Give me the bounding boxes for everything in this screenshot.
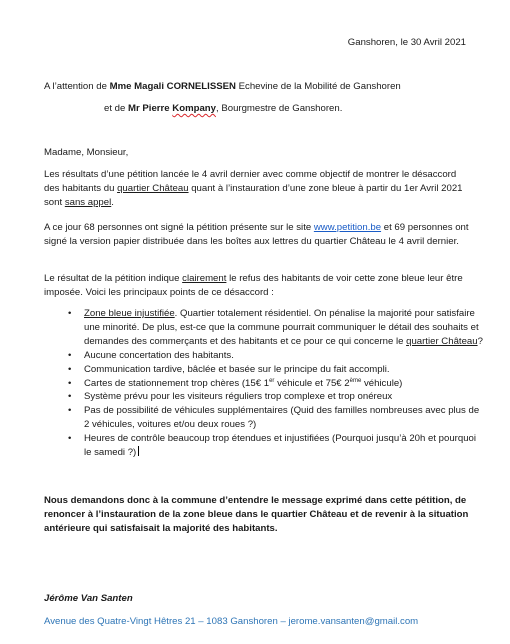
text-cursor — [138, 446, 139, 456]
recipient-role-1: Echevine de la Mobilité de Ganshoren — [235, 81, 401, 92]
spellcheck-word: Kompany — [172, 103, 216, 114]
footer-contact: Avenue des Quatre-Vingt Hêtres 21 – 1083 Ganshoren – jerome.vansanten@gmail.com — [44, 616, 419, 627]
paragraph-3: Le résultat de la pétition indique clairement le refus des habitants de voir cette zone bleue leur être imposée. Voici les principaux points de ce désaccord : — [44, 273, 463, 298]
paragraph-1: Les résultats d’une pétition lancée le 4 avril dernier avec comme objectif de montrer le désaccord des habitants du quartier Château quant à l’instauration d’une zone bleue à partir du 1er Avril 2021 sont sans appel. — [44, 169, 463, 208]
salutation: Madame, Monsieur, — [44, 147, 129, 158]
disagreement-list — [66, 307, 486, 460]
list-item: • Communication tardive, bâclée et basée sur le principe du fait accompli. — [66, 363, 486, 377]
paragraph-2: A ce jour 68 personnes ont signé la pétition présente sur le site www.petition.be et 69 personnes ont signé la version papier distribuée dans les boîtes aux lettres du quartier Château le 4 avril dernier. — [44, 222, 469, 247]
recipient-name-1: Mme Magali CORNELISSEN — [109, 81, 236, 92]
underlined-text: quartier Château — [117, 182, 189, 194]
closing-paragraph: Nous demandons donc à la commune d’entendre le message exprimé dans cette pétition, de renoncer à l’instauration de la zone bleue dans le quartier Château et de revenir à la situation antérieure qui satisfaisait la majorité des habitants. — [44, 495, 469, 534]
address-line-1 — [44, 80, 484, 94]
signer-name: Jérôme Van Santen — [44, 593, 133, 604]
recipient-role-2: , Bourgmestre de Ganshoren. — [216, 103, 343, 114]
list-item: • Pas de possibilité de véhicules supplémentaires (Quid des familles nombreuses avec plus de 2 véhicules, voitures et/ou deux roues ?) — [66, 404, 486, 432]
address-line-2 — [104, 102, 484, 116]
address-prefix-2: et de — [104, 103, 129, 114]
date-line: Ganshoren, le 30 Avril 2021 — [347, 37, 466, 48]
address-prefix: A l’attention de — [44, 81, 110, 92]
list-item: • Aucune concertation des habitants. — [66, 349, 486, 363]
list-item: • Heures de contrôle beaucoup trop étendues et injustifiées (Pourquoi jusqu’à 20h et pourquoi le samedi ?) — [66, 432, 486, 460]
list-item: • Zone bleue injustifiée. Quartier totalement résidentiel. On pénalise la majorité pour satisfaire une minorité. De plus, est-ce que la commune pourrait communiquer le détail des souhaits et demandes des commerçants et des habitants et ce pour ce qui concerne le quartier Château? — [66, 307, 486, 349]
recipient-name-2: Mr Pierre Kompany — [128, 103, 216, 114]
petition-link[interactable]: www.petition.be — [313, 222, 382, 233]
underlined-text: clairement — [182, 273, 227, 284]
underlined-text: sans appel — [64, 196, 112, 208]
list-item: • Système prévu pour les visiteurs réguliers trop complexe et trop onéreux — [66, 390, 486, 404]
list-item: • Cartes de stationnement trop chères (15€ 1er véhicule et 75€ 2ème véhicule) — [66, 377, 486, 391]
